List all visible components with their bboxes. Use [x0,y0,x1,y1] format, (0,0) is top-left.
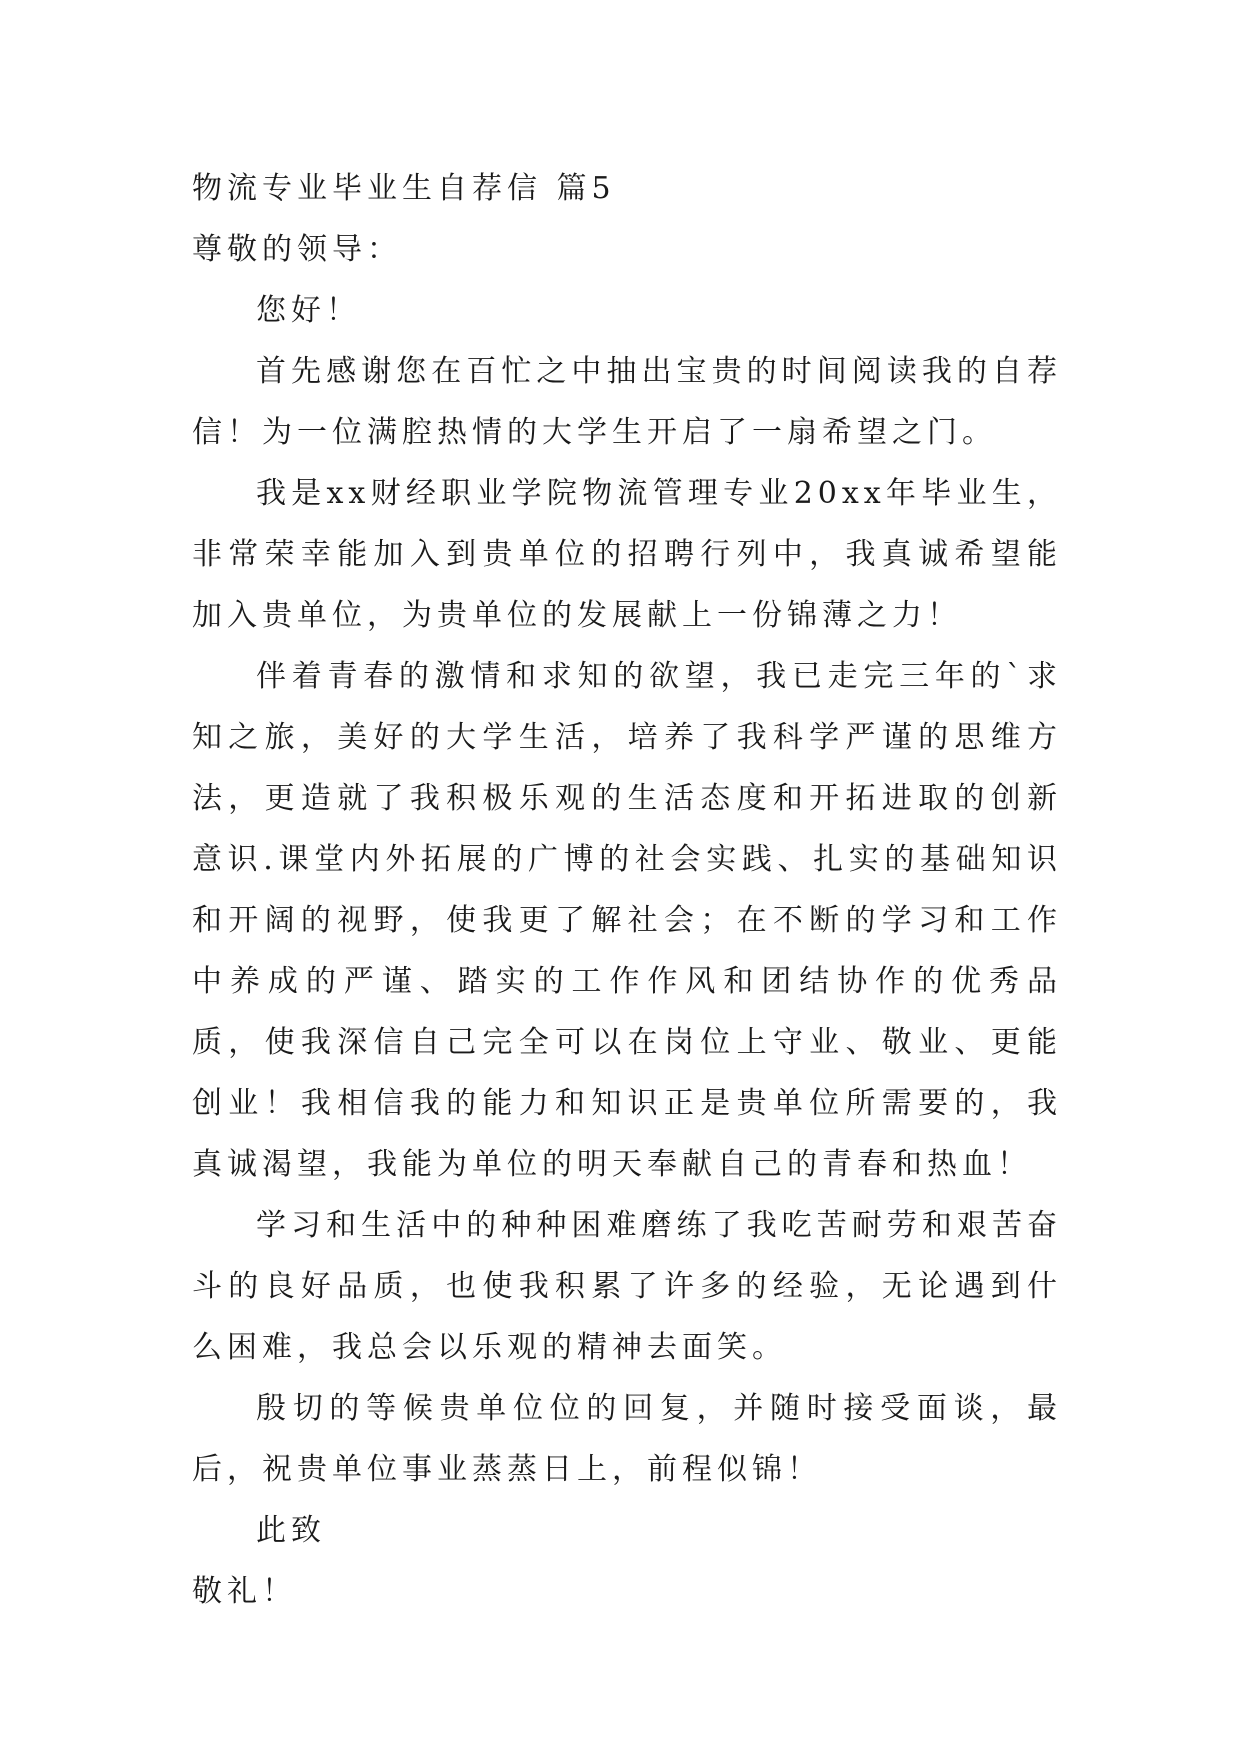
paragraph-intro: 首先感谢您在百忙之中抽出宝贵的时间阅读我的自荐信！为一位满腔热情的大学生开启了一扇希望之门。 [192,354,1062,450]
paragraph-experience: 伴着青春的激情和求知的欲望，我已走完三年的`求知之旅，美好的大学生活，培养了我科学严谨的思维方法，更造就了我积极乐观的生活态度和开拓进取的创新意识.课堂内外拓展的广博的社会实践、扎实的基础知识和开阔的视野，使我更了解社会；在不断的学习和工作中养成的严谨、踏实的工作作风和团结协作的优秀品质，使我深信自己完全可以在岗位上守业、敬业、更能创业！我相信我的能力和知识正是贵单位所需要的，我真诚渴望，我能为单位的明天奉献自己的青春和热血！ [192,659,1062,1182]
paragraph-background: 我是xx财经职业学院物流管理专业20xx年毕业生，非常荣幸能加入到贵单位的招聘行列中，我真诚希望能加入贵单位，为贵单位的发展献上一份锦薄之力！ [192,476,1062,633]
salutation: 尊敬的领导： [192,232,402,267]
closing-ci-zhi: 此致 [256,1513,326,1548]
paragraph-qualities: 学习和生活中的种种困难磨练了我吃苦耐劳和艰苦奋斗的良好品质，也使我积累了许多的经验，无论遇到什么困难，我总会以乐观的精神去面笑。 [192,1208,1062,1365]
closing-jing-li: 敬礼！ [192,1574,297,1609]
letter-body [192,158,1062,1622]
document-title: 物流专业毕业生自荐信 篇5 [192,171,616,206]
paragraph-closing: 殷切的等候贵单位位的回复，并随时接受面谈，最后，祝贵单位事业蒸蒸日上，前程似锦！ [192,1391,1062,1487]
greeting: 您好！ [256,293,361,328]
